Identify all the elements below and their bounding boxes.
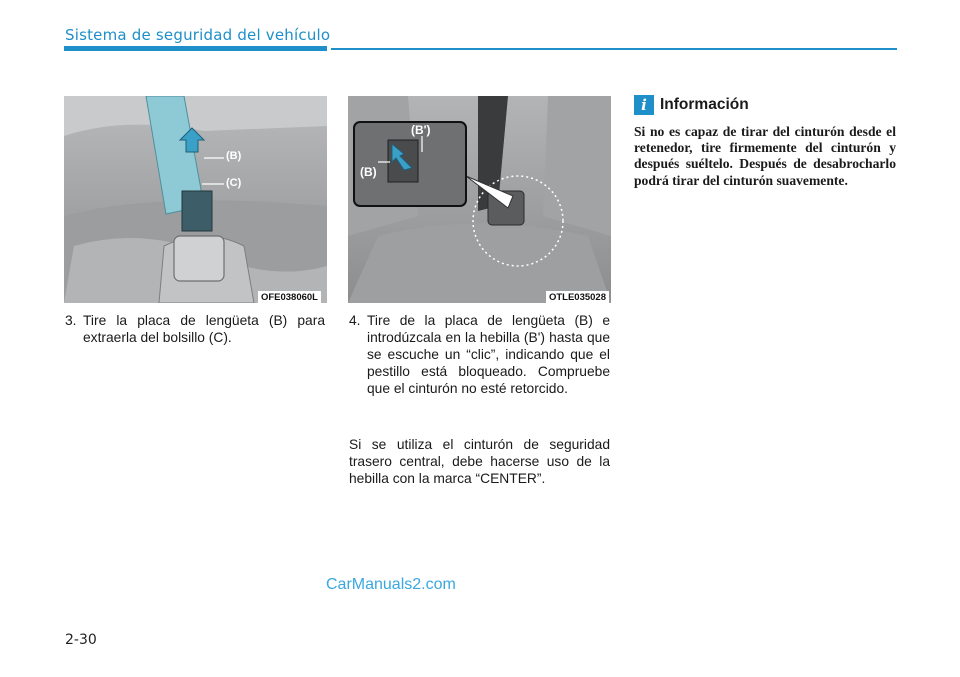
section-title: Sistema de seguridad del vehículo [65, 26, 331, 44]
figure-code: OTLE035028 [546, 291, 609, 303]
step-number: 3. [65, 313, 77, 328]
figure-code: OFE038060L [258, 291, 321, 303]
header-rule-thick [64, 46, 327, 51]
label-b-prime: (B') [411, 123, 431, 137]
header-rule-thin [331, 48, 897, 50]
seatbelt-pocket-illustration [64, 96, 327, 303]
step-3 [65, 312, 325, 346]
label-c: (C) [226, 177, 242, 189]
step-text: Tire la placa de lengüeta (B) para extraerla del bolsillo (C). [83, 313, 325, 345]
step-text: Tire de la placa de lengüeta (B) e introdúzcala en la hebilla (B') hasta que se escuche un “clic”, indicando que el pestillo está bloqueado. Compruebe que el cinturón no esté retorcido. [367, 313, 610, 396]
step-4 [349, 312, 610, 397]
figure-seatbelt-pocket [64, 96, 327, 303]
seatbelt-buckle-illustration [348, 96, 611, 303]
info-title: Información [660, 96, 749, 113]
label-b: (B) [360, 165, 377, 179]
step-number: 4. [349, 313, 361, 328]
figure-seatbelt-buckle [348, 96, 611, 303]
label-b: (B) [226, 150, 242, 162]
info-icon: i [634, 95, 654, 115]
center-buckle-paragraph: Si se utiliza el cinturón de seguridad trasero central, debe hacerse uso de la hebilla con la marca “CENTER”. [349, 437, 610, 486]
watermark: CarManuals2.com [326, 576, 456, 593]
page-number: 2-30 [65, 632, 97, 648]
info-body: Si no es capaz de tirar del cinturón desde el retenedor, tire firmemente del cinturón y después suéltelo. Después de desabrocharlo podrá tirar del cinturón suavemente. [634, 124, 896, 188]
